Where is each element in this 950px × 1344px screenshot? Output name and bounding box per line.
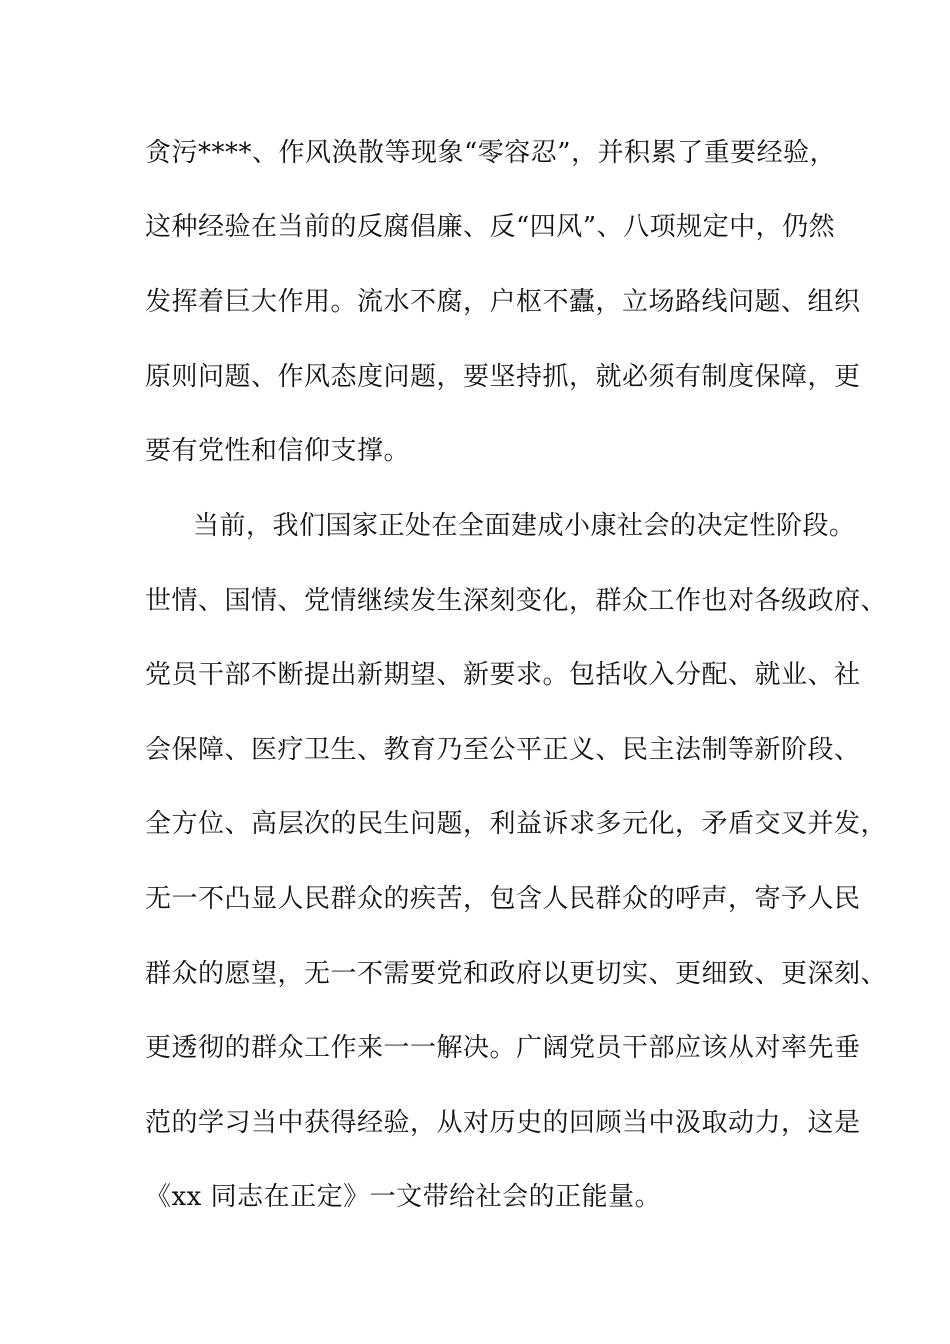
paragraph-line: 这种经验在当前的反腐倡廉、反“四风”、八项规定中，仍然 xyxy=(145,212,836,242)
paragraph-line: 会保障、医疗卫生、教育乃至公平正义、民主法制等新阶段、 xyxy=(145,735,861,765)
paragraph-line: 更透彻的群众工作来一一解决。广阔党员干部应该从对率先垂 xyxy=(145,1033,861,1063)
paragraph-line: 《xx 同志在正定》一文带给社会的正能量。 xyxy=(145,1182,662,1212)
paragraph-line: 当前，我们国家正处在全面建成小康社会的决定性阶段。 xyxy=(193,511,856,541)
paragraph-line: 全方位、高层次的民生问题，利益诉求多元化，矛盾交叉并发， xyxy=(145,809,888,839)
paragraph-line: 无一不凸显人民群众的疾苦，包含人民群众的呼声，寄予人民 xyxy=(145,884,861,914)
paragraph-line: 党员干部不断提出新期望、新要求。包括收入分配、就业、社 xyxy=(145,660,861,690)
paragraph-line: 群众的愿望，无一不需要党和政府以更切实、更细致、更深刻、 xyxy=(145,959,888,989)
paragraph-line: 发挥着巨大作用。流水不腐，户枢不蠹，立场路线问题、组织 xyxy=(145,287,861,317)
paragraph-line: 范的学习当中获得经验，从对历史的回顾当中汲取动力，这是 xyxy=(145,1108,861,1138)
paragraph-line: 世情、国情、党情继续发生深刻变化，群众工作也对各级政府、 xyxy=(145,586,888,616)
paragraph-line: 要有党性和信仰支撑。 xyxy=(145,436,411,466)
paragraph-line: 原则问题、作风态度问题，要坚持抓，就必须有制度保障，更 xyxy=(145,362,861,392)
paragraph-line: 贪污****、作风涣散等现象“零容忍”，并积累了重要经验， xyxy=(145,138,837,168)
